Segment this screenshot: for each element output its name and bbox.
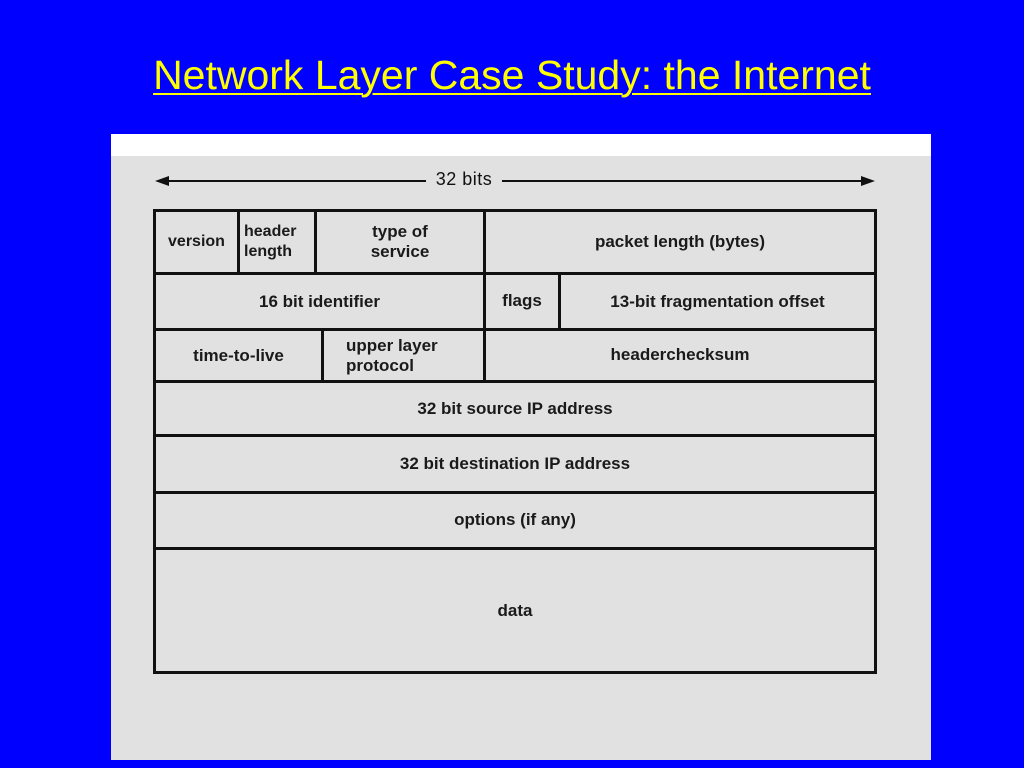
field-packet-length: packet length (bytes) (594, 232, 766, 251)
field-destination-address: 32 bit destination IP address (399, 454, 631, 473)
field-header-checksum: headerchecksum (610, 345, 750, 364)
width-label: 32 bits (426, 169, 503, 189)
field-version: version (156, 212, 240, 272)
header-row-5 (156, 437, 874, 494)
field-source-address: 32 bit source IP address (417, 398, 613, 418)
ip-header-table (153, 209, 877, 674)
field-options: options (if any) (454, 510, 576, 529)
field-protocol: upper layer protocol (324, 331, 486, 380)
header-row-6 (156, 494, 874, 550)
header-row-3 (156, 331, 874, 383)
slide-title: Network Layer Case Study: the Internet (153, 52, 871, 98)
header-row-4 (156, 383, 874, 437)
field-header-length: header length (240, 212, 317, 272)
ip-datagram-diagram (111, 134, 931, 760)
field-type-of-service: type of service (317, 212, 486, 272)
header-row-2 (156, 275, 874, 331)
panel-top-strip (111, 134, 931, 156)
field-fragmentation-offset: 13-bit fragmentation offset (610, 291, 825, 311)
field-time-to-live: time-to-live (156, 331, 324, 380)
header-row-1 (156, 212, 874, 275)
field-data: data (497, 600, 533, 620)
header-row-7 (156, 550, 874, 671)
field-identifier: 16 bit identifier (156, 275, 486, 328)
field-flags: flags (486, 275, 561, 328)
